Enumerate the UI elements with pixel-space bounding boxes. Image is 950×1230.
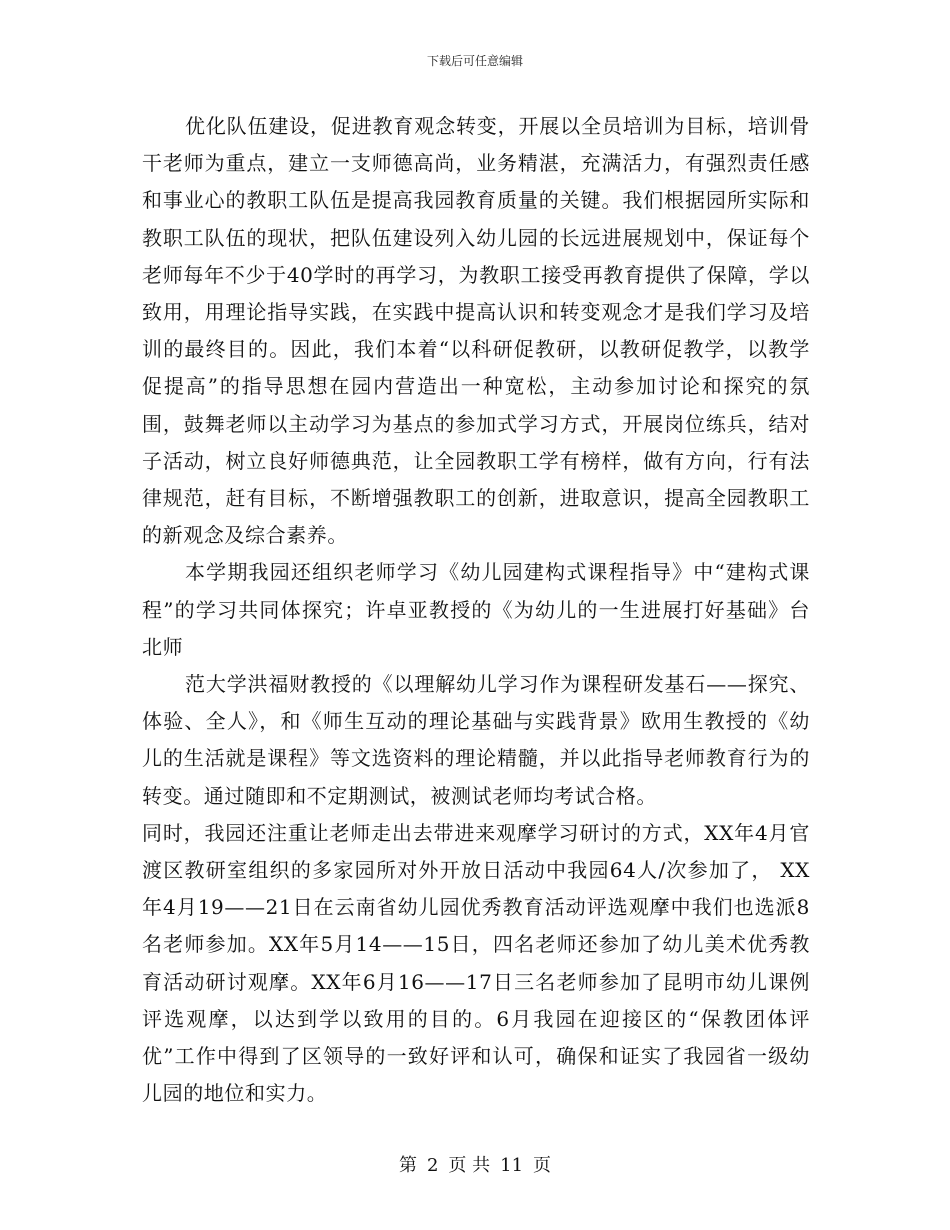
body-paragraph: 本学期我园还组织老师学习《幼儿园建构式课程指导》中“建构式课程”的学习共同体探究；许卓亚教授的《为幼儿的一生进展打好基础》台北师: [142, 560, 810, 659]
body-paragraph: 同时，我园还注重让老师走出去带进来观摩学习研讨的方式，XX年4月官渡区教研室组织的多家园所对外开放日活动中我园64人/次参加了， XX年4月19——21日在云南省幼儿园优秀教育活动评选观摩中我们也选派8名老师参加。XX年5月14——15日，四名老师还参加了幼儿美术优秀教育活动研讨观摩。XX年6月16——17日三名老师参加了昆明市幼儿课例评选观摩，以达到学以致用的目的。6月我园在迎接区的“保教团体评优”工作中得到了区领导的一致好评和认可，确保和证实了我园省一级幼儿园的地位和实力。: [142, 820, 810, 1106]
document-body: [142, 108, 810, 1112]
footer-prefix: 第: [398, 1155, 417, 1176]
body-paragraph: 范大学洪福财教授的《以理解幼儿学习作为课程研发基石——探究、体验、全人》，和《师生互动的理论基础与实践背景》欧用生教授的《幼儿的生活就是课程》等文选资料的理论精髓，并以此指导老师教育行为的转变。通过随即和不定期测试，被测试老师均考试合格。: [142, 672, 810, 808]
page-footer: [0, 1154, 950, 1178]
page-header: [0, 53, 950, 69]
current-page-number: 2: [426, 1155, 439, 1176]
header-text: 下载后可任意编辑: [426, 54, 523, 68]
body-paragraph: 优化队伍建设，促进教育观念转变，开展以全员培训为目标，培训骨干老师为重点，建立一支师德高尚，业务精湛，充满活力，有强烈责任感和事业心的教职工队伍是提高我园教育质量的关键。我们根据园所实际和教职工队伍的现状，把队伍建设列入幼儿园的长远进展规划中，保证每个老师每年不少于40学时的再学习，为教职工接受再教育提供了保障，学以致用，用理论指导实践，在实践中提高认识和转变观念才是我们学习及培训的最终目的。因此，我们本着“以科研促教研，以教研促教学，以教学促提高”的指导思想在园内营造出一种宽松，主动参加讨论和探究的氛围，鼓舞老师以主动学习为基点的参加式学习方式，开展岗位练兵，结对子活动，树立良好师德典范，让全园教职工学有榜样，做有方向，行有法律规范，赶有目标，不断增强教职工的创新，进取意识，提高全园教职工的新观念及综合素养。: [142, 114, 810, 548]
footer-suffix: 页: [533, 1155, 552, 1176]
footer-middle: 页 共: [448, 1155, 491, 1176]
total-page-count: 11: [500, 1155, 524, 1176]
